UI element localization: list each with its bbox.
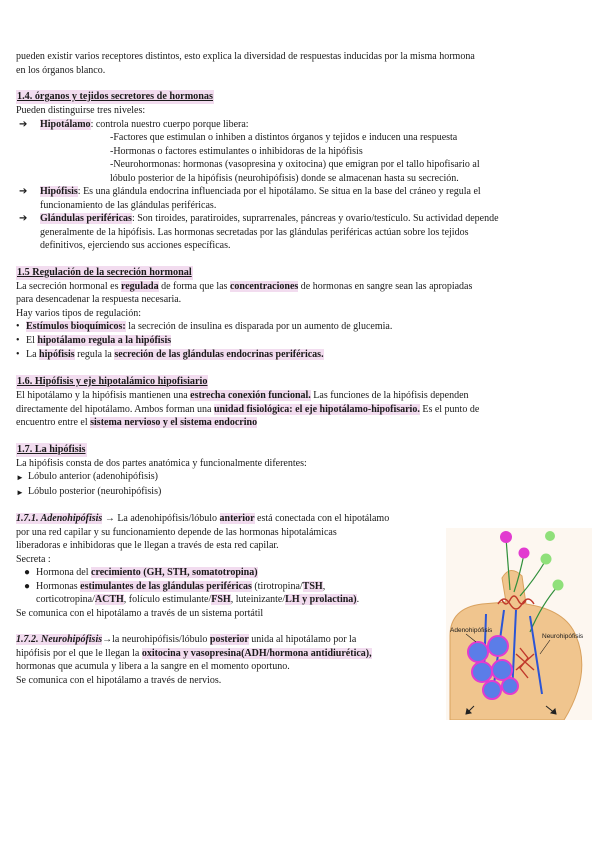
term-description: : Son tiroides, paratiroides, suprarrenales, páncreas y ovario/testículo. Su actividad depende: [131, 213, 499, 224]
sub-item: -Hormonas o factores estimulantes o inhibidoras de la hipófisis: [110, 145, 363, 157]
triangle-bullet-icon: ►: [16, 487, 24, 497]
list-item: [16, 470, 582, 485]
neuron-cell: [553, 580, 564, 591]
paragraph: La secreción hormonal es regulada de forma que las concentraciones de hormonas en sangre sean las apropiadas: [16, 280, 473, 292]
term-description: generalmente de la hipófisis. Las hormonas secretadas por las glándulas periféricas actúan sobre los tejidos: [40, 226, 469, 238]
section-1-7-1: [16, 512, 440, 620]
section-1-5: [16, 266, 582, 363]
arrow-icon: ➔: [19, 213, 28, 224]
neuron-cell: [519, 548, 530, 559]
bullet-icon: •: [16, 321, 20, 332]
paragraph: Pueden distinguirse tres niveles:: [16, 105, 146, 116]
paragraph: para desencadenar la respuesta necesaria.: [16, 294, 182, 305]
paragraph: El hipotálamo y la hipófisis mantienen una estrecha conexión funcional. Las funciones de la hipófisis dependen: [16, 390, 469, 401]
intro-line: en los órganos blanco.: [16, 64, 106, 76]
arrow-icon: ➔: [19, 186, 28, 197]
paragraph: Hay varios tipos de regulación:: [16, 307, 141, 319]
sub-item: lóbulo posterior de la hipófisis (neurohipófisis) donde se almacenan hasta su secreción.: [110, 172, 459, 184]
list-item: [16, 185, 582, 212]
arrow-icon: ➔: [19, 118, 28, 130]
paragraph: hormonas que acumula y libera a la sangre en el momento oportuno.: [16, 661, 290, 672]
bullet-icon: •: [16, 335, 20, 346]
sub-item: -Neurohormonas: hormonas (vasopresina y oxitocina) que emigran por el tallo hipofisario al: [110, 159, 480, 170]
neuron-cell: [545, 531, 555, 541]
section-heading: 1.5 Regulación de la secreción hormonal: [17, 266, 192, 278]
paragraph: La hipófisis consta de dos partes anatómica y funcionalmente diferentes:: [16, 457, 307, 469]
section-heading: 1.4. órganos y tejidos secretores de hormonas: [17, 91, 213, 102]
list-item: ● Hormona del crecimiento (GH, STH, somatotropina): [24, 567, 258, 578]
list-item: ● Hormonas estimulantes de las glándulas periféricas (tirotropina/TSH, corticotropina/ACTH, folículo estimulante/FSH, luteinizante/LH y prolactina).: [24, 580, 360, 605]
bullet-icon: •: [16, 349, 20, 360]
pituitary-illustration: [446, 524, 592, 720]
figure-label-adeno: Adenohipófisis: [450, 627, 493, 634]
paragraph: 1.7.1. Adenohipófisis → La adenohipófisis/lóbulo anterior está conectada con el hipotálamo: [16, 513, 390, 524]
paragraph: por una red capilar y su funcionamiento depende de las hormonas hipotalámicas: [16, 526, 337, 538]
paragraph: 1.7.2. Neurohipófisis→la neurohipófisis/lóbulo posterior unida al hipotálamo por la: [16, 634, 357, 645]
paragraph: Secreta :: [16, 553, 51, 565]
list-item: • Estímulos bioquímicos: la secreción de insulina es disparada por un aumento de glucemia.: [16, 321, 393, 332]
sub-list: [16, 131, 582, 185]
paragraph: liberadoras e inhibidoras que le llegan a través de esta red capilar.: [16, 540, 279, 551]
list-text: Lóbulo anterior (adenohipófisis): [28, 471, 158, 482]
section-1-4: [16, 90, 582, 253]
pituitary-diagram: [446, 524, 592, 720]
section-heading: 1.7. La hipófisis: [17, 443, 86, 455]
section-1-6: [16, 375, 582, 430]
term: Hipotálamo: [40, 118, 91, 130]
neuron-cell: [500, 531, 512, 543]
intro-line: pueden existir varios receptores distintos, esto explica la diversidad de respuestas inducidas por la misma hormona: [16, 51, 475, 62]
term-description: : Es una glándula endocrina influenciada por el hipotálamo. Se situa en la base del cráneo y regula el: [77, 186, 481, 197]
paragraph: Se comunica con el hipotálamo a través de un sistema portátil: [16, 607, 264, 619]
term: Glándulas periféricas: [40, 213, 132, 224]
figure-label-neuro: Neurohipófisis: [542, 633, 584, 640]
section-heading: 1.6. Hipófisis y eje hipotalámico hipofisiario: [17, 376, 208, 387]
dot-bullet-icon: ●: [24, 580, 31, 592]
term-description: definitivos, ejerciendo sus acciones específicas.: [40, 240, 231, 251]
dot-bullet-icon: ●: [24, 567, 31, 578]
secretory-cell: [502, 678, 518, 694]
list-item: [16, 485, 582, 500]
term-description: funcionamiento de las glándulas periféricas.: [40, 199, 217, 211]
term-description: : controla nuestro cuerpo porque libera:: [90, 118, 249, 130]
neuron-cell: [541, 554, 552, 565]
secretory-cell: [492, 660, 512, 680]
secretory-cell: [472, 662, 492, 682]
paragraph: encuentro entre el sistema nervioso y el sistema endocrino: [16, 417, 258, 428]
triangle-bullet-icon: ►: [16, 473, 24, 482]
sub-item: -Factores que estimulan o inhiben a distintos órganos y tejidos e inducen una respuesta: [110, 132, 458, 143]
term: Hipófisis: [40, 186, 78, 197]
list-text: Lóbulo posterior (neurohipófisis): [28, 485, 162, 497]
list-item: • El hipotálamo regula a la hipófisis: [16, 335, 172, 346]
section-1-7-2: [16, 633, 440, 687]
paragraph: Se comunica con el hipotálamo a través de nervios.: [16, 674, 222, 686]
secretory-cell: [483, 681, 501, 699]
secretory-cell: [488, 636, 508, 656]
paragraph: hipófisis por el que le llegan la oxitocina y vasopresina(ADH/hormona antidiurética),: [16, 647, 372, 659]
subsection-title: 1.7.1. Adenohipófisis: [16, 513, 103, 524]
subsection-title: 1.7.2. Neurohipófisis: [16, 634, 103, 645]
section-1-7: [16, 443, 582, 500]
list-item: • La hipófisis regula la secreción de las glándulas endocrinas periféricas.: [16, 349, 324, 360]
list-item: [16, 212, 582, 253]
paragraph: directamente del hipotálamo. Ambos forman una unidad fisiológica: el eje hipotálamo-hipofisario. Es el punto de: [16, 403, 480, 415]
list-item: [16, 118, 582, 132]
secretory-cell: [468, 642, 488, 662]
